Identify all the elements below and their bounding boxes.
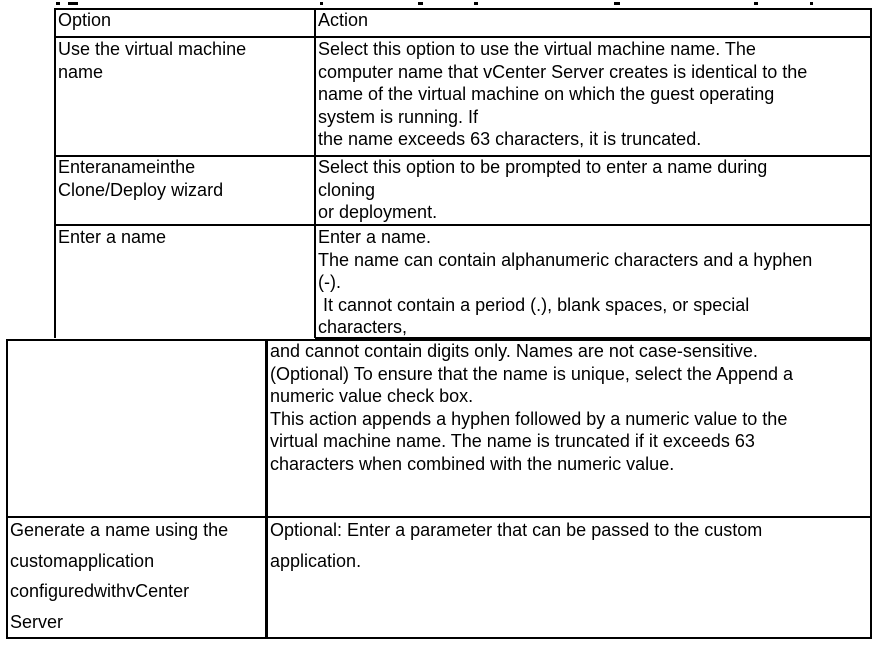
- option-text-line: Enteranameinthe: [58, 157, 196, 177]
- action-text-line: virtual machine name. The name is truncated if it exceeds 63: [270, 431, 755, 451]
- row-action-cell: [316, 226, 870, 339]
- action-text-line: Optional: Enter a parameter that can be passed to the custom: [270, 520, 763, 540]
- continuation-action-cell: [268, 340, 870, 475]
- action-text-line: system is running. If: [318, 106, 479, 127]
- option-text-line: Enter a name: [58, 227, 167, 247]
- last-row-action-cell: [268, 515, 870, 576]
- last-row-option-cell: [8, 515, 265, 637]
- action-text-line: Select this option to use the virtual machine name. The: [318, 39, 756, 59]
- action-text-line: This action appends a hyphen followed by a numeric value to the: [270, 408, 788, 429]
- action-text-line: cloning: [318, 179, 376, 200]
- option-text-line: Use the virtual machine: [58, 39, 247, 59]
- action-text-line: computer name that vCenter Server creates is identical to the: [318, 61, 808, 82]
- row-option-cell: [56, 38, 314, 83]
- row-action-cell: [316, 156, 870, 224]
- action-text-line: the name exceeds 63 characters, it is truncated.: [318, 129, 702, 149]
- option-text-line: customapplication: [10, 550, 155, 571]
- header-option-cell: [56, 9, 314, 32]
- action-text-line: application.: [270, 550, 362, 571]
- continuation-option-cell: [8, 341, 265, 516]
- option-text-line: Clone/Deploy wizard: [58, 179, 224, 200]
- option-text-line: Server: [10, 611, 64, 632]
- action-text-line: Select this option to be prompted to enter a name during: [318, 157, 768, 177]
- row-option-cell: [56, 156, 314, 201]
- header-action-cell: [316, 9, 870, 32]
- action-text-line: It cannot contain a period (.), blank spaces, or special: [318, 294, 750, 315]
- header-action-label: Action: [318, 10, 369, 30]
- action-text-line: name of the virtual machine on which the guest operating: [318, 84, 775, 104]
- header-option-label: Option: [58, 10, 112, 30]
- action-text-line: characters,: [318, 317, 408, 337]
- action-text-line: The name can contain alphanumeric characters and a hyphen: [318, 249, 813, 270]
- option-text-line: name: [58, 61, 104, 82]
- action-text-line: characters when combined with the numeric value.: [270, 453, 675, 474]
- action-text-line: (-).: [318, 272, 341, 292]
- action-text-line: Enter a name.: [318, 227, 432, 247]
- clipped-text-artifact: [54, 0, 872, 8]
- option-text-line: configuredwithvCenter: [10, 581, 190, 601]
- action-text-line: (Optional) To ensure that the name is unique, select the Append a: [270, 363, 794, 384]
- row-action-cell: [316, 38, 870, 151]
- action-text-line: or deployment.: [318, 202, 438, 222]
- action-text-line: and cannot contain digits only. Names are not case-sensitive.: [270, 341, 758, 361]
- option-text-line: Generate a name using the: [10, 520, 229, 540]
- row-option-cell: [56, 226, 314, 249]
- action-text-line: numeric value check box.: [270, 386, 474, 406]
